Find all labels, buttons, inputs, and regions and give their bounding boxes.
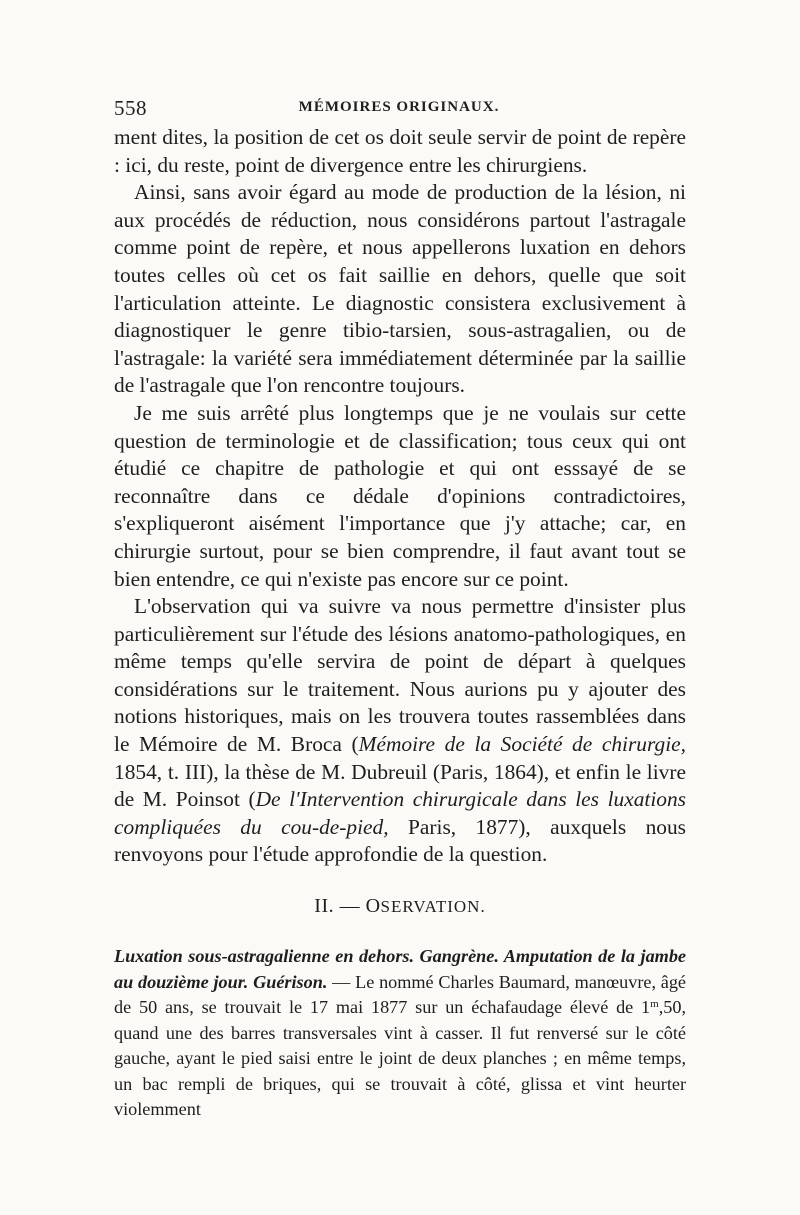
body-text bbox=[114, 124, 686, 1123]
unit-superscript: m bbox=[650, 998, 659, 1011]
paragraph-text: L'observation qui va suivre va nous permettre d'insister plus particulièrement sur l'étude des lésions anatomo-pathologiques, en même temps qu'elle servira de point de départ à quelques considérations sur le traitement. Nous aurions pu y ajouter des notions historiques, mais on les trouvera toutes rassemblées dans le Mémoire de M. Broca ( bbox=[114, 594, 686, 757]
paragraph-astragale-reference: Ainsi, sans avoir égard au mode de production de la lésion, ni aux procédés de réduction, nous considérons partout l'astragale comme point de repère, et nous appellerons luxation en dehors toutes celles où cet os fait saillie en dehors, quelle que soit l'articulation atteinte. Le diagnostic consistera exclusivement à diagnostiquer le genre tibio-tarsien, sous-astragalien, ou de l'astragale: la variété sera immédiatement déterminée par la saillie de l'astragale que l'on rencontre toujours. bbox=[114, 180, 686, 398]
page-number: 558 bbox=[114, 96, 147, 120]
observation-body-cont: ,50, quand une des barres transversales vint à casser. Il fut renversé sur le côté gauche, ayant le pied saisi entre le joint de deux planches ; en même temps, un bac rempli de briques, qui se trouvait à côté, glissa et vint heurter violemment bbox=[114, 997, 686, 1120]
section-title: SERVATION. bbox=[380, 897, 486, 917]
paragraph-observation-intro bbox=[114, 593, 686, 869]
paragraph-continuation: ment dites, la position de cet os doit seule servir de point de repère : ici, du reste, point de divergence entre les chirurgiens. bbox=[114, 125, 686, 177]
observation-body: — Le nommé Charles Baumard, manœuvre, âgé de 50 ans, se trouvait le 17 mai 1877 sur un échafaudage élevé de 1 bbox=[114, 971, 686, 1018]
observation-text bbox=[114, 944, 686, 1123]
running-title: MÉMOIRES ORIGINAUX. bbox=[298, 99, 500, 115]
citation-poinsot: De l'Intervention chirurgicale dans les luxations compliquées du cou-de-pied, bbox=[114, 787, 686, 839]
observation-lead: Luxation sous-astragalienne en dehors. Gangrène. Amputation de la jambe au douzième jour. Guérison. bbox=[114, 946, 686, 992]
citation-broca: Mémoire de la Société de chirurgie, bbox=[358, 732, 686, 757]
section-heading bbox=[114, 895, 686, 918]
section-number: II. — O bbox=[314, 895, 381, 918]
paragraph-terminology: Je me suis arrêté plus longtemps que je ne voulais sur cette question de terminologie et de classification; tous ceux qui ont étudié ce chapitre de pathologie et qui ont esssayé de se reconnaître dans ce dédale d'opinions contradictoires, s'expliqueront aisément l'importance que j'y attache; car, en chirurgie surtout, pour se bien comprendre, il faut avant tout se bien entendre, ce qui n'existe pas encore sur ce point. bbox=[114, 400, 686, 591]
paragraph-text: 1854, t. III), la thèse de M. Dubreuil (Paris, 1864), et enfin le livre de M. Poinsot ( bbox=[114, 759, 686, 812]
paragraph-text: Paris, 1877), auxquels nous renvoyons pour l'étude approfondie de la question. bbox=[114, 814, 686, 867]
page-header bbox=[114, 96, 684, 124]
